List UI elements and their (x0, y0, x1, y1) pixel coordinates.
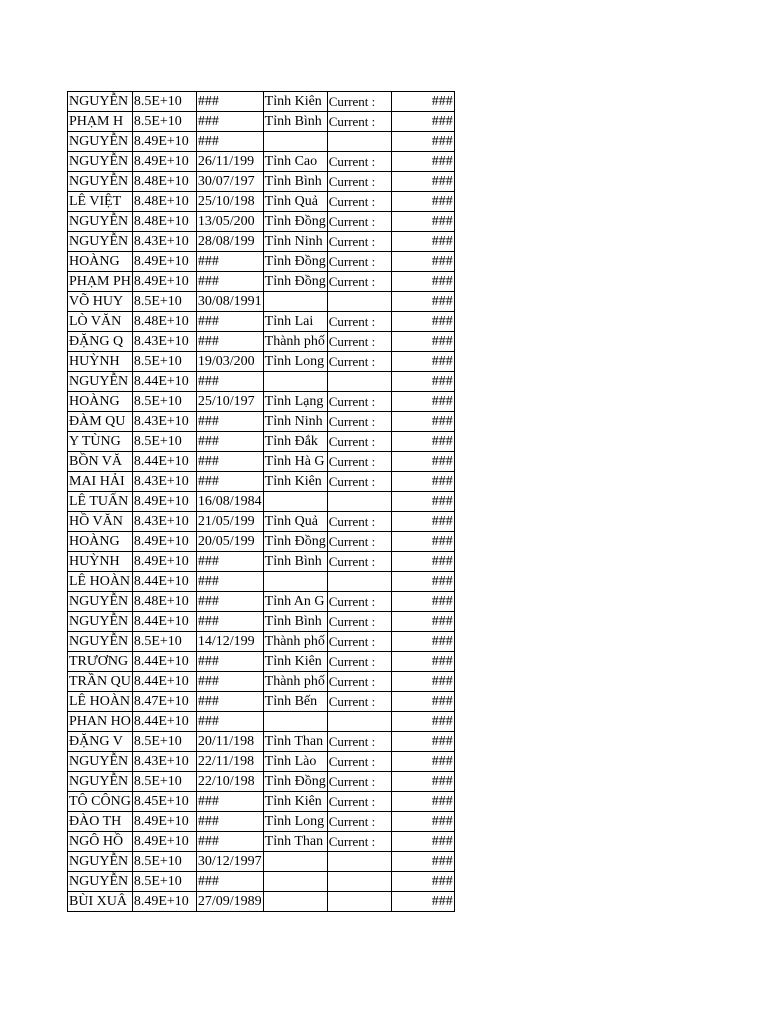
province-cell[interactable]: Tỉnh Long (263, 812, 327, 832)
province-cell[interactable]: Thành phố (263, 632, 327, 652)
value-cell[interactable]: ### (391, 452, 454, 472)
table-row (68, 652, 455, 672)
value-cell[interactable]: ### (391, 712, 454, 732)
table-row (68, 512, 455, 532)
current-cell[interactable]: Current : (327, 792, 391, 812)
province-cell[interactable]: Thành phố (263, 332, 327, 352)
id-number-cell[interactable]: 8.5E+10 (132, 352, 196, 372)
value-cell[interactable]: ### (391, 352, 454, 372)
current-cell[interactable]: Current : (327, 432, 391, 452)
current-cell[interactable]: Current : (327, 732, 391, 752)
date-cell[interactable]: ### (196, 712, 263, 732)
current-cell[interactable]: Current : (327, 632, 391, 652)
province-cell[interactable]: Tỉnh Đồng (263, 532, 327, 552)
table-row (68, 232, 455, 252)
table-row (68, 732, 455, 752)
value-cell[interactable]: ### (391, 532, 454, 552)
name-cell[interactable]: HUỲNH (68, 352, 133, 372)
id-number-cell[interactable]: 8.48E+10 (132, 592, 196, 612)
current-cell[interactable]: Current : (327, 812, 391, 832)
date-cell[interactable]: ### (196, 792, 263, 812)
id-number-cell[interactable]: 8.44E+10 (132, 452, 196, 472)
id-number-cell[interactable]: 8.48E+10 (132, 192, 196, 212)
date-cell[interactable]: ### (196, 252, 263, 272)
name-cell[interactable]: HOÀNG (68, 392, 133, 412)
id-number-cell[interactable]: 8.49E+10 (132, 132, 196, 152)
table-row (68, 672, 455, 692)
id-number-cell[interactable]: 8.49E+10 (132, 492, 196, 512)
province-cell[interactable]: Tỉnh Lạng (263, 392, 327, 412)
id-number-cell[interactable]: 8.43E+10 (132, 512, 196, 532)
name-cell[interactable]: TÔ CÔNG (68, 792, 133, 812)
table-row (68, 632, 455, 652)
name-cell[interactable]: PHẠM PH (68, 272, 133, 292)
value-cell[interactable]: ### (391, 652, 454, 672)
id-number-cell[interactable]: 8.5E+10 (132, 632, 196, 652)
province-cell[interactable]: Tỉnh An G (263, 592, 327, 612)
date-cell[interactable]: 16/08/1984 (196, 492, 263, 512)
name-cell[interactable]: Y TÙNG (68, 432, 133, 452)
name-cell[interactable]: LÊ TUẤN (68, 492, 133, 512)
value-cell[interactable]: ### (391, 412, 454, 432)
current-cell[interactable]: Current : (327, 672, 391, 692)
id-number-cell[interactable]: 8.5E+10 (132, 852, 196, 872)
province-cell[interactable]: Tỉnh Bình (263, 612, 327, 632)
current-cell[interactable]: Current : (327, 172, 391, 192)
province-cell[interactable] (263, 712, 327, 732)
current-cell[interactable]: Current : (327, 652, 391, 672)
province-cell[interactable]: Tỉnh Kiên (263, 92, 327, 112)
table-row (68, 352, 455, 372)
table-row (68, 312, 455, 332)
date-cell[interactable]: 28/08/199 (196, 232, 263, 252)
name-cell[interactable]: BỒN VĂ (68, 452, 133, 472)
id-number-cell[interactable]: 8.44E+10 (132, 652, 196, 672)
name-cell[interactable]: BÙI XUÂ (68, 892, 133, 912)
value-cell[interactable]: ### (391, 612, 454, 632)
province-cell[interactable]: Tỉnh Bình (263, 112, 327, 132)
date-cell[interactable]: ### (196, 572, 263, 592)
name-cell[interactable]: HOÀNG (68, 532, 133, 552)
current-cell[interactable]: Current : (327, 452, 391, 472)
table-row (68, 192, 455, 212)
table-row (68, 712, 455, 732)
date-cell[interactable]: ### (196, 272, 263, 292)
current-cell[interactable]: Current : (327, 752, 391, 772)
current-cell[interactable] (327, 132, 391, 152)
id-number-cell[interactable]: 8.49E+10 (132, 812, 196, 832)
name-cell[interactable]: NGUYỄN (68, 172, 133, 192)
date-cell[interactable]: 22/11/198 (196, 752, 263, 772)
province-cell[interactable]: Tỉnh Ninh (263, 232, 327, 252)
table-row (68, 432, 455, 452)
name-cell[interactable]: ĐẶNG V (68, 732, 133, 752)
current-cell[interactable]: Current : (327, 332, 391, 352)
date-cell[interactable]: 14/12/199 (196, 632, 263, 652)
province-cell[interactable] (263, 492, 327, 512)
id-number-cell[interactable]: 8.5E+10 (132, 392, 196, 412)
date-cell[interactable]: ### (196, 692, 263, 712)
name-cell[interactable]: NGUYỄN (68, 152, 133, 172)
province-cell[interactable] (263, 372, 327, 392)
province-cell[interactable]: Tỉnh Kiên (263, 652, 327, 672)
name-cell[interactable]: PHẠM H (68, 112, 133, 132)
current-cell[interactable]: Current : (327, 352, 391, 372)
value-cell[interactable]: ### (391, 872, 454, 892)
province-cell[interactable]: Tỉnh Bến (263, 692, 327, 712)
id-number-cell[interactable]: 8.49E+10 (132, 892, 196, 912)
name-cell[interactable]: ĐÀM QU (68, 412, 133, 432)
table-row (68, 852, 455, 872)
table-row (68, 372, 455, 392)
current-cell[interactable]: Current : (327, 112, 391, 132)
id-number-cell[interactable]: 8.43E+10 (132, 232, 196, 252)
name-cell[interactable]: ĐÀO TH (68, 812, 133, 832)
value-cell[interactable]: ### (391, 232, 454, 252)
id-number-cell[interactable]: 8.49E+10 (132, 272, 196, 292)
province-cell[interactable]: Tỉnh Cao (263, 152, 327, 172)
current-cell[interactable]: Current : (327, 192, 391, 212)
id-number-cell[interactable]: 8.47E+10 (132, 692, 196, 712)
id-number-cell[interactable]: 8.44E+10 (132, 572, 196, 592)
date-cell[interactable]: 30/12/1997 (196, 852, 263, 872)
date-cell[interactable]: ### (196, 312, 263, 332)
table-row (68, 272, 455, 292)
current-cell[interactable] (327, 292, 391, 312)
table-row (68, 212, 455, 232)
table-row (68, 692, 455, 712)
date-cell[interactable]: ### (196, 652, 263, 672)
name-cell[interactable]: NGUYỄN (68, 612, 133, 632)
value-cell[interactable]: ### (391, 272, 454, 292)
current-cell[interactable]: Current : (327, 92, 391, 112)
date-cell[interactable]: ### (196, 132, 263, 152)
value-cell[interactable]: ### (391, 592, 454, 612)
current-cell[interactable]: Current : (327, 772, 391, 792)
province-cell[interactable]: Tỉnh Đồng (263, 772, 327, 792)
name-cell[interactable]: LÒ VĂN (68, 312, 133, 332)
current-cell[interactable]: Current : (327, 472, 391, 492)
date-cell[interactable]: ### (196, 412, 263, 432)
id-number-cell[interactable]: 8.5E+10 (132, 92, 196, 112)
name-cell[interactable]: NGUYỄN (68, 852, 133, 872)
value-cell[interactable]: ### (391, 372, 454, 392)
value-cell[interactable]: ### (391, 672, 454, 692)
current-cell[interactable]: Current : (327, 312, 391, 332)
value-cell[interactable]: ### (391, 852, 454, 872)
current-cell[interactable] (327, 492, 391, 512)
current-cell[interactable]: Current : (327, 252, 391, 272)
date-cell[interactable]: 27/09/1989 (196, 892, 263, 912)
province-cell[interactable]: Tỉnh Than (263, 732, 327, 752)
province-cell[interactable] (263, 572, 327, 592)
date-cell[interactable]: 26/11/199 (196, 152, 263, 172)
value-cell[interactable]: ### (391, 492, 454, 512)
date-cell[interactable]: ### (196, 92, 263, 112)
value-cell[interactable]: ### (391, 692, 454, 712)
date-cell[interactable]: ### (196, 472, 263, 492)
id-number-cell[interactable]: 8.45E+10 (132, 792, 196, 812)
value-cell[interactable]: ### (391, 732, 454, 752)
value-cell[interactable]: ### (391, 392, 454, 412)
id-number-cell[interactable]: 8.49E+10 (132, 252, 196, 272)
table-row (68, 392, 455, 412)
date-cell[interactable]: 19/03/200 (196, 352, 263, 372)
current-cell[interactable]: Current : (327, 532, 391, 552)
date-cell[interactable]: 20/11/198 (196, 732, 263, 752)
current-cell[interactable]: Current : (327, 152, 391, 172)
id-number-cell[interactable]: 8.44E+10 (132, 672, 196, 692)
value-cell[interactable]: ### (391, 792, 454, 812)
spreadsheet-table (67, 91, 455, 912)
name-cell[interactable]: LÊ HOÀN (68, 692, 133, 712)
id-number-cell[interactable]: 8.5E+10 (132, 872, 196, 892)
province-cell[interactable]: Tỉnh Quả (263, 512, 327, 532)
current-cell[interactable]: Current : (327, 412, 391, 432)
date-cell[interactable]: 30/08/1991 (196, 292, 263, 312)
current-cell[interactable] (327, 372, 391, 392)
id-number-cell[interactable]: 8.44E+10 (132, 612, 196, 632)
current-cell[interactable]: Current : (327, 232, 391, 252)
value-cell[interactable]: ### (391, 432, 454, 452)
province-cell[interactable]: Tỉnh Than (263, 832, 327, 852)
value-cell[interactable]: ### (391, 472, 454, 492)
current-cell[interactable] (327, 892, 391, 912)
province-cell[interactable]: Tỉnh Quả (263, 192, 327, 212)
table-row (68, 152, 455, 172)
name-cell[interactable]: ĐẶNG Q (68, 332, 133, 352)
table-row (68, 252, 455, 272)
province-cell[interactable]: Tỉnh Đồng (263, 252, 327, 272)
name-cell[interactable]: TRẦN QU (68, 672, 133, 692)
name-cell[interactable]: NGUYỄN (68, 752, 133, 772)
name-cell[interactable]: LÊ VIỆT (68, 192, 133, 212)
province-cell[interactable]: Tỉnh Long (263, 352, 327, 372)
table-row (68, 612, 455, 632)
table-row (68, 112, 455, 132)
value-cell[interactable]: ### (391, 92, 454, 112)
id-number-cell[interactable]: 8.44E+10 (132, 372, 196, 392)
name-cell[interactable]: PHAN HO (68, 712, 133, 732)
table-row (68, 772, 455, 792)
id-number-cell[interactable]: 8.5E+10 (132, 772, 196, 792)
province-cell[interactable]: Tỉnh Lào (263, 752, 327, 772)
name-cell[interactable]: LÊ HOÀN (68, 572, 133, 592)
id-number-cell[interactable]: 8.43E+10 (132, 332, 196, 352)
table-row (68, 492, 455, 512)
name-cell[interactable]: HOÀNG (68, 252, 133, 272)
table-row (68, 892, 455, 912)
value-cell[interactable]: ### (391, 172, 454, 192)
name-cell[interactable]: HỒ VĂN (68, 512, 133, 532)
current-cell[interactable]: Current : (327, 212, 391, 232)
name-cell[interactable]: NGUYỄN (68, 372, 133, 392)
id-number-cell[interactable]: 8.5E+10 (132, 292, 196, 312)
value-cell[interactable]: ### (391, 152, 454, 172)
id-number-cell[interactable]: 8.49E+10 (132, 552, 196, 572)
name-cell[interactable]: NGUYỄN (68, 592, 133, 612)
value-cell[interactable]: ### (391, 512, 454, 532)
date-cell[interactable]: ### (196, 592, 263, 612)
name-cell[interactable]: NGUYỄN (68, 632, 133, 652)
name-cell[interactable]: NGUYỄN (68, 872, 133, 892)
value-cell[interactable]: ### (391, 892, 454, 912)
id-number-cell[interactable]: 8.44E+10 (132, 712, 196, 732)
table-row (68, 832, 455, 852)
province-cell[interactable]: Tỉnh Bình (263, 552, 327, 572)
province-cell[interactable] (263, 132, 327, 152)
current-cell[interactable]: Current : (327, 592, 391, 612)
date-cell[interactable]: ### (196, 832, 263, 852)
current-cell[interactable]: Current : (327, 692, 391, 712)
name-cell[interactable]: VÕ HUY (68, 292, 133, 312)
current-cell[interactable]: Current : (327, 832, 391, 852)
province-cell[interactable]: Tỉnh Đồng (263, 212, 327, 232)
table-row (68, 532, 455, 552)
name-cell[interactable]: NGÔ HỒ (68, 832, 133, 852)
table-row (68, 872, 455, 892)
province-cell[interactable] (263, 892, 327, 912)
name-cell[interactable]: HUỲNH (68, 552, 133, 572)
value-cell[interactable]: ### (391, 192, 454, 212)
id-number-cell[interactable]: 8.49E+10 (132, 152, 196, 172)
id-number-cell[interactable]: 8.48E+10 (132, 172, 196, 192)
table-row (68, 552, 455, 572)
table-row (68, 592, 455, 612)
value-cell[interactable]: ### (391, 212, 454, 232)
date-cell[interactable]: 21/05/199 (196, 512, 263, 532)
current-cell[interactable]: Current : (327, 552, 391, 572)
table-row (68, 752, 455, 772)
current-cell[interactable] (327, 872, 391, 892)
province-cell[interactable] (263, 852, 327, 872)
province-cell[interactable]: Tỉnh Đắk (263, 432, 327, 452)
value-cell[interactable]: ### (391, 832, 454, 852)
province-cell[interactable]: Tỉnh Đồng (263, 272, 327, 292)
table-row (68, 92, 455, 112)
date-cell[interactable]: ### (196, 612, 263, 632)
value-cell[interactable]: ### (391, 752, 454, 772)
province-cell[interactable]: Tỉnh Ninh (263, 412, 327, 432)
name-cell[interactable]: NGUYỄN (68, 772, 133, 792)
date-cell[interactable]: ### (196, 872, 263, 892)
date-cell[interactable]: ### (196, 672, 263, 692)
current-cell[interactable]: Current : (327, 272, 391, 292)
date-cell[interactable]: 25/10/198 (196, 192, 263, 212)
id-number-cell[interactable]: 8.49E+10 (132, 532, 196, 552)
table-row (68, 132, 455, 152)
value-cell[interactable]: ### (391, 772, 454, 792)
date-cell[interactable]: 20/05/199 (196, 532, 263, 552)
id-number-cell[interactable]: 8.5E+10 (132, 432, 196, 452)
name-cell[interactable]: MAI HẢI (68, 472, 133, 492)
value-cell[interactable]: ### (391, 252, 454, 272)
province-cell[interactable]: Tỉnh Kiên (263, 472, 327, 492)
province-cell[interactable]: Tỉnh Hà G (263, 452, 327, 472)
current-cell[interactable] (327, 572, 391, 592)
province-cell[interactable]: Tỉnh Lai (263, 312, 327, 332)
province-cell[interactable]: Thành phố (263, 672, 327, 692)
name-cell[interactable]: NGUYỄN (68, 132, 133, 152)
table-row (68, 412, 455, 432)
table-row (68, 292, 455, 312)
value-cell[interactable]: ### (391, 292, 454, 312)
date-cell[interactable]: ### (196, 332, 263, 352)
id-number-cell[interactable]: 8.48E+10 (132, 212, 196, 232)
date-cell[interactable]: ### (196, 112, 263, 132)
table-row (68, 452, 455, 472)
value-cell[interactable]: ### (391, 312, 454, 332)
current-cell[interactable]: Current : (327, 612, 391, 632)
current-cell[interactable] (327, 852, 391, 872)
province-cell[interactable] (263, 872, 327, 892)
value-cell[interactable]: ### (391, 332, 454, 352)
value-cell[interactable]: ### (391, 572, 454, 592)
table-row (68, 812, 455, 832)
date-cell[interactable]: ### (196, 812, 263, 832)
value-cell[interactable]: ### (391, 132, 454, 152)
id-number-cell[interactable]: 8.48E+10 (132, 312, 196, 332)
spreadsheet-body (68, 92, 455, 912)
current-cell[interactable]: Current : (327, 392, 391, 412)
table-row (68, 572, 455, 592)
id-number-cell[interactable]: 8.49E+10 (132, 832, 196, 852)
value-cell[interactable]: ### (391, 632, 454, 652)
date-cell[interactable]: 30/07/197 (196, 172, 263, 192)
current-cell[interactable]: Current : (327, 512, 391, 532)
date-cell[interactable]: ### (196, 452, 263, 472)
date-cell[interactable]: ### (196, 372, 263, 392)
date-cell[interactable]: ### (196, 552, 263, 572)
name-cell[interactable]: NGUYỄN (68, 212, 133, 232)
value-cell[interactable]: ### (391, 552, 454, 572)
name-cell[interactable]: TRƯƠNG (68, 652, 133, 672)
date-cell[interactable]: 25/10/197 (196, 392, 263, 412)
value-cell[interactable]: ### (391, 812, 454, 832)
table-row (68, 332, 455, 352)
id-number-cell[interactable]: 8.5E+10 (132, 112, 196, 132)
id-number-cell[interactable]: 8.43E+10 (132, 412, 196, 432)
province-cell[interactable] (263, 292, 327, 312)
table-row (68, 472, 455, 492)
current-cell[interactable] (327, 712, 391, 732)
province-cell[interactable]: Tỉnh Bình (263, 172, 327, 192)
date-cell[interactable]: 13/05/200 (196, 212, 263, 232)
name-cell[interactable]: NGUYỄN (68, 232, 133, 252)
id-number-cell[interactable]: 8.43E+10 (132, 472, 196, 492)
value-cell[interactable]: ### (391, 112, 454, 132)
name-cell[interactable]: NGUYỄN (68, 92, 133, 112)
table-row (68, 172, 455, 192)
table-row (68, 792, 455, 812)
date-cell[interactable]: 22/10/198 (196, 772, 263, 792)
province-cell[interactable]: Tỉnh Kiên (263, 792, 327, 812)
id-number-cell[interactable]: 8.5E+10 (132, 732, 196, 752)
date-cell[interactable]: ### (196, 432, 263, 452)
id-number-cell[interactable]: 8.43E+10 (132, 752, 196, 772)
